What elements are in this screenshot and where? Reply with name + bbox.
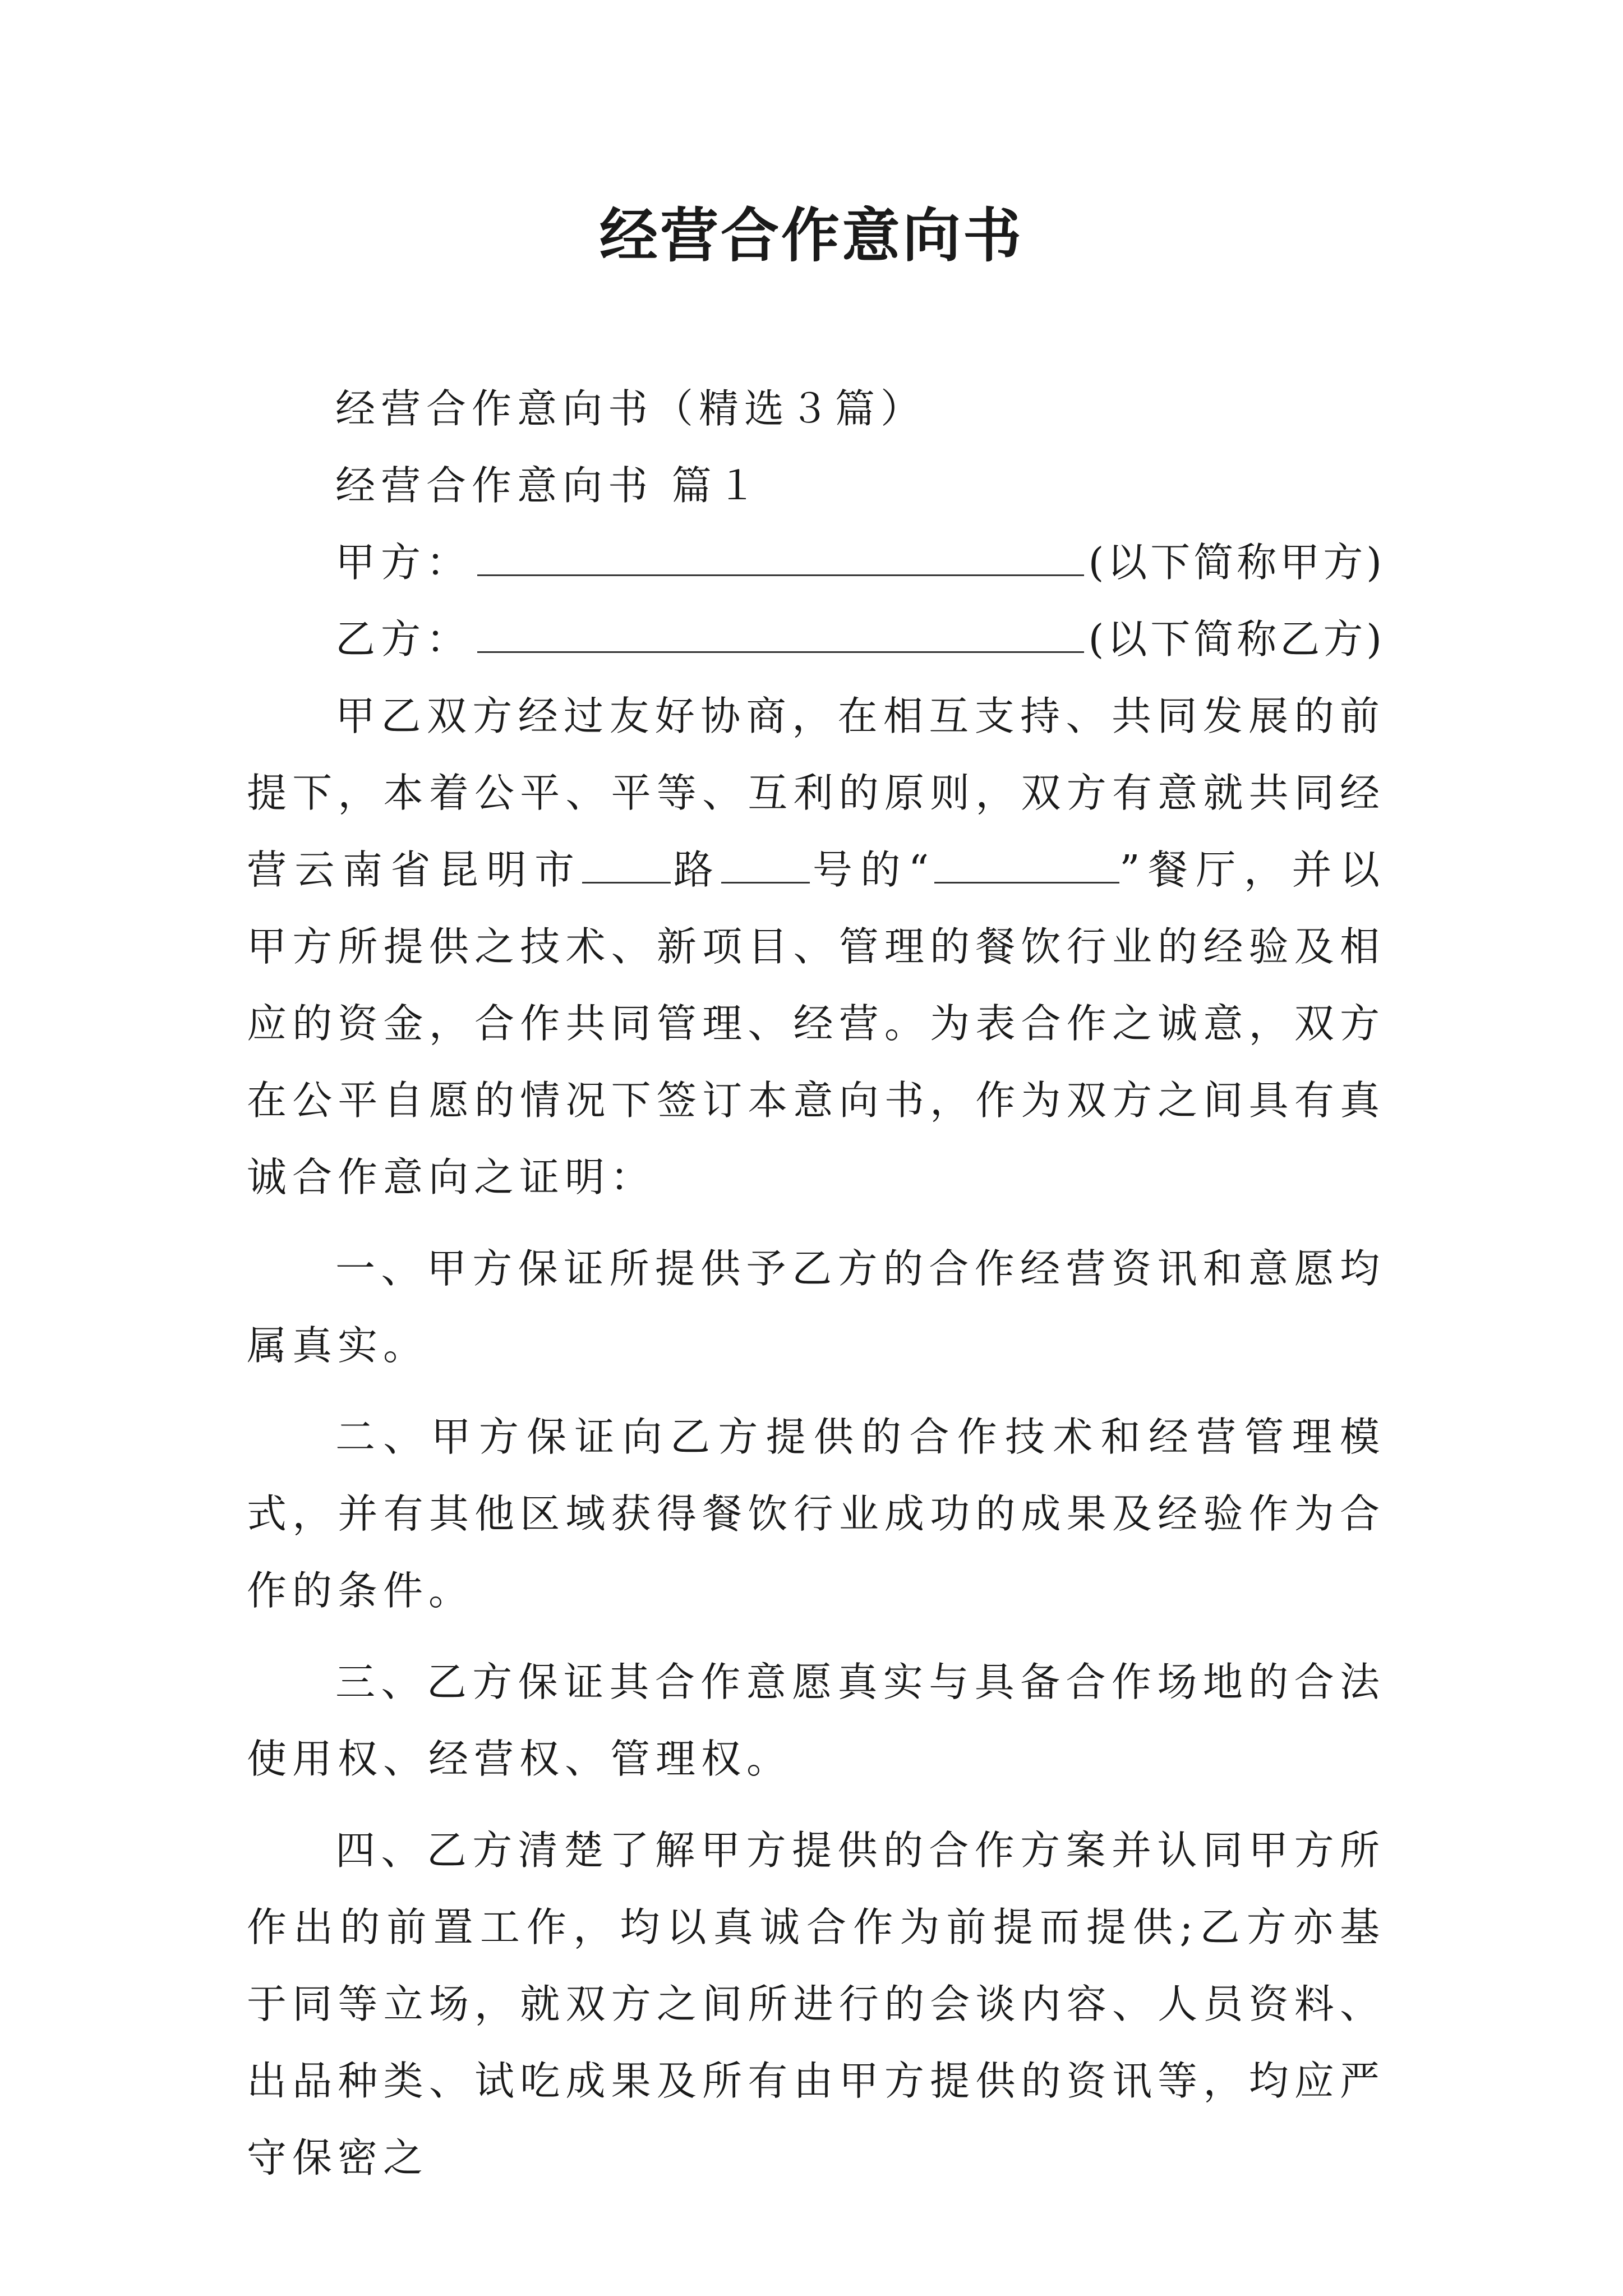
party-a-suffix: (以下简称甲方) [1088,539,1385,586]
clause-3: 三、乙方保证其合作意愿真实与具备合作场地的合法使用权、经营权、管理权。 [247,1659,1385,1782]
intro-text-1: 甲乙双方经过友好协商，在相互支持、共同发展的前提下，本着公平、平等、互利的原则，双方有意就共同经营云南省昆明市 [247,693,1385,893]
road-blank [582,843,671,884]
party-b-label: 乙方： [335,616,472,662]
document-body [247,370,1385,2196]
clause-2: 二、甲方保证向乙方提供的合作技术和经营管理模式，并有其他区域获得餐饮行业成功的成果及经验作为合作的条件。 [247,1414,1385,1614]
restaurant-name-blank [934,843,1119,884]
clause-4: 四、乙方清楚了解甲方提供的合作方案并认同甲方所作出的前置工作，均以真诚合作为前提而提供;乙方亦基于同等立场，就双方之间所进行的会谈内容、人员资料、出品种类、试吃成果及所有由甲方提供的资讯等，均应严守保密之 [247,1827,1385,2181]
party-a-blank [477,528,1084,576]
paragraph-gap [247,1629,1385,1644]
party-b-blank [477,605,1084,653]
party-b-suffix: (以下简称乙方) [1088,616,1385,662]
paragraph-gap [247,1384,1385,1398]
paragraph-gap [247,1216,1385,1230]
section-heading: 经营合作意向书 篇１ [335,462,763,509]
paragraph-gap [247,1797,1385,1812]
party-b-line [247,601,1385,678]
number-blank [721,843,810,884]
party-a-line [247,524,1385,601]
intro-text-3: 号的“ [810,846,935,893]
intro-paragraph [247,678,1385,1216]
intro-text-4: ”餐厅，并以甲方所提供之技术、新项目、管理的餐饮行业的经验及相应的资金，合作共同管理、经营。为表合作之诚意，双方在公平自愿的情况下签订本意向书，作为双方之间具有真诚合作意向之证明： [247,846,1385,1200]
subtitle: 经营合作意向书（精选３篇） [335,385,926,432]
intro-text-2: 路 [671,846,722,893]
document-title: 经营合作意向书 [599,201,1023,270]
clause-1: 一、甲方保证所提供予乙方的合作经营资讯和意愿均属真实。 [247,1245,1385,1369]
party-a-label: 甲方： [335,539,472,586]
